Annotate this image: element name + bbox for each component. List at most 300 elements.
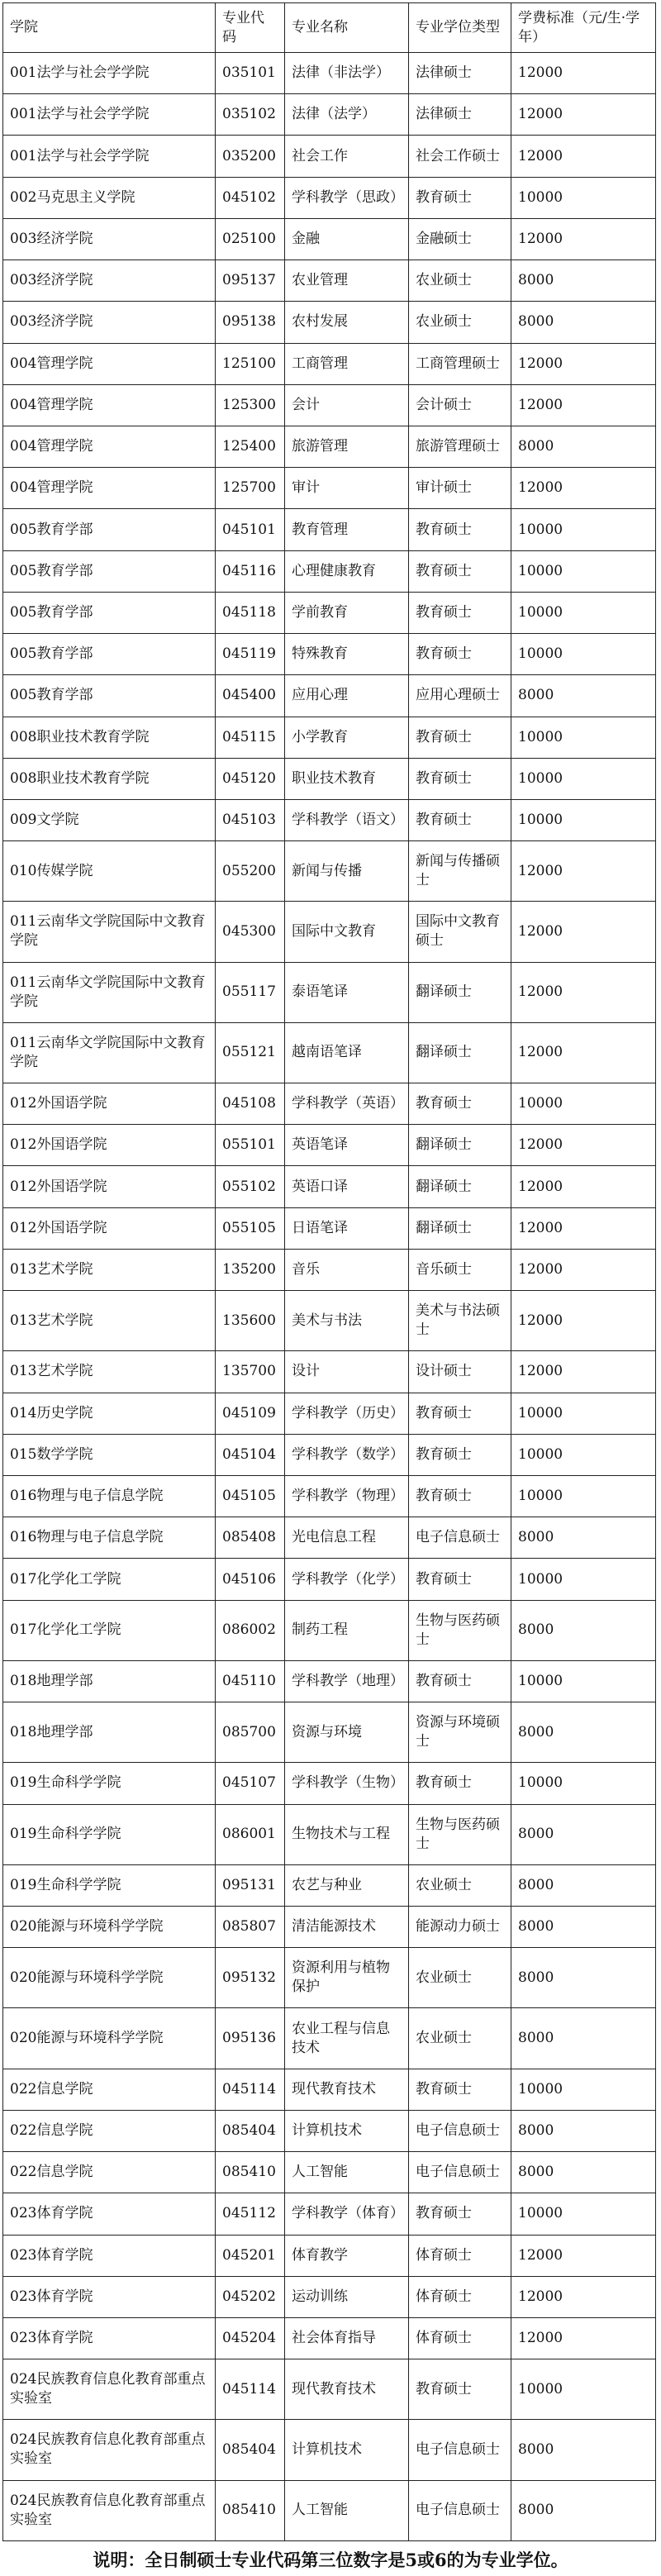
cell-college: 015数学学院 [3,1434,216,1475]
cell-college: 004管理学院 [3,426,216,467]
cell-major-code: 135700 [216,1351,285,1393]
cell-degree-type: 农业硕士 [409,1864,511,1906]
cell-major-name: 学科教学（体育） [285,2193,409,2235]
table-body [3,53,656,2541]
cell-college: 019生命科学学院 [3,1804,216,1864]
cell-tuition: 10000 [511,1660,656,1702]
cell-college: 022信息学院 [3,2069,216,2110]
table-row [3,1600,656,1660]
table-row [3,2193,656,2235]
cell-major-code: 086001 [216,1804,285,1864]
cell-college: 013艺术学院 [3,1249,216,1290]
table-row [3,1517,656,1559]
cell-degree-type: 教育硕士 [409,1083,511,1125]
table-row [3,758,656,799]
cell-college: 013艺术学院 [3,1291,216,1351]
cell-major-name: 学科教学（历史） [285,1393,409,1434]
cell-tuition: 8000 [511,1864,656,1906]
cell-tuition: 12000 [511,343,656,384]
cell-degree-type: 教育硕士 [409,2193,511,2235]
cell-degree-type: 农业硕士 [409,2008,511,2069]
cell-major-code: 055101 [216,1125,285,1166]
cell-tuition: 8000 [511,302,656,343]
cell-degree-type: 新闻与传播硕士 [409,841,511,902]
cell-major-name: 工商管理 [285,343,409,384]
header-degree-type: 专业学位类型 [409,3,511,53]
cell-major-name: 职业技术教育 [285,758,409,799]
table-row [3,1864,656,1906]
cell-tuition: 10000 [511,1559,656,1600]
cell-major-code: 095132 [216,1948,285,2008]
cell-college: 001法学与社会学学院 [3,53,216,94]
cell-college: 001法学与社会学学院 [3,94,216,136]
cell-degree-type: 教育硕士 [409,717,511,758]
cell-degree-type: 教育硕士 [409,509,511,550]
cell-major-name: 社会工作 [285,136,409,177]
cell-degree-type: 会计硕士 [409,384,511,426]
cell-degree-type: 法律硕士 [409,94,511,136]
cell-major-code: 045109 [216,1393,285,1434]
table-row [3,2069,656,2110]
table-row [3,717,656,758]
cell-major-name: 小学教育 [285,717,409,758]
cell-degree-type: 翻译硕士 [409,962,511,1022]
cell-college: 008职业技术教育学院 [3,758,216,799]
cell-tuition: 12000 [511,2276,656,2317]
cell-college: 017化学化工学院 [3,1600,216,1660]
cell-tuition: 12000 [511,468,656,509]
cell-tuition: 10000 [511,550,656,592]
cell-tuition: 8000 [511,1948,656,2008]
cell-tuition: 10000 [511,2193,656,2235]
cell-major-name: 英语口译 [285,1166,409,1207]
cell-degree-type: 资源与环境硕士 [409,1702,511,1763]
cell-major-code: 086002 [216,1600,285,1660]
cell-tuition: 8000 [511,1804,656,1864]
table-row [3,1022,656,1083]
cell-major-name: 农业管理 [285,260,409,302]
cell-major-name: 计算机技术 [285,2110,409,2151]
cell-major-code: 085408 [216,1517,285,1559]
cell-major-code: 045114 [216,2069,285,2110]
cell-major-code: 095138 [216,302,285,343]
table-row [3,1434,656,1475]
table-row [3,2317,656,2359]
cell-college: 023体育学院 [3,2235,216,2276]
cell-degree-type: 法律硕士 [409,53,511,94]
cell-major-code: 055102 [216,1166,285,1207]
table-row [3,1702,656,1763]
cell-major-name: 现代教育技术 [285,2359,409,2420]
cell-major-code: 045115 [216,717,285,758]
cell-college: 020能源与环境科学学院 [3,1906,216,1947]
cell-tuition: 10000 [511,1476,656,1517]
cell-college: 010传媒学院 [3,841,216,902]
table-row [3,384,656,426]
cell-college: 011云南华文学院国际中文教育学院 [3,1022,216,1083]
cell-major-code: 045116 [216,550,285,592]
cell-tuition: 12000 [511,1291,656,1351]
table-row [3,1804,656,1864]
cell-tuition: 12000 [511,218,656,260]
cell-degree-type: 工商管理硕士 [409,343,511,384]
cell-tuition: 10000 [511,634,656,675]
cell-tuition: 10000 [511,2069,656,2110]
cell-tuition: 8000 [511,1517,656,1559]
cell-major-name: 学科教学（数学） [285,1434,409,1475]
cell-major-name: 生物技术与工程 [285,1804,409,1864]
table-row [3,177,656,218]
cell-major-code: 135200 [216,1249,285,1290]
table-row [3,1906,656,1947]
cell-tuition: 8000 [511,2152,656,2193]
cell-major-name: 学科教学（生物） [285,1763,409,1804]
cell-major-name: 学科教学（语文） [285,799,409,840]
cell-college: 003经济学院 [3,302,216,343]
cell-college: 005教育学部 [3,509,216,550]
cell-tuition: 12000 [511,962,656,1022]
cell-tuition: 8000 [511,1702,656,1763]
cell-tuition: 12000 [511,1207,656,1249]
cell-major-code: 055105 [216,1207,285,1249]
cell-major-name: 资源与环境 [285,1702,409,1763]
cell-degree-type: 体育硕士 [409,2235,511,2276]
cell-tuition: 12000 [511,53,656,94]
cell-major-code: 025100 [216,218,285,260]
cell-degree-type: 教育硕士 [409,1393,511,1434]
cell-college: 023体育学院 [3,2317,216,2359]
cell-degree-type: 美术与书法硕士 [409,1291,511,1351]
table-row [3,1083,656,1125]
cell-major-name: 制药工程 [285,1600,409,1660]
cell-tuition: 8000 [511,260,656,302]
cell-tuition: 12000 [511,1125,656,1166]
table-row [3,799,656,840]
cell-college: 023体育学院 [3,2276,216,2317]
cell-major-code: 045114 [216,2359,285,2420]
cell-major-name: 音乐 [285,1249,409,1290]
cell-major-code: 055200 [216,841,285,902]
cell-major-name: 教育管理 [285,509,409,550]
cell-major-code: 045101 [216,509,285,550]
cell-college: 005教育学部 [3,675,216,717]
cell-college: 018地理学部 [3,1702,216,1763]
cell-major-name: 学科教学（地理） [285,1660,409,1702]
cell-major-name: 学科教学（物理） [285,1476,409,1517]
cell-major-code: 045201 [216,2235,285,2276]
table-row [3,634,656,675]
cell-college: 004管理学院 [3,468,216,509]
cell-college: 024民族教育信息化教育部重点实验室 [3,2359,216,2420]
table-row [3,675,656,717]
cell-tuition: 12000 [511,136,656,177]
cell-college: 005教育学部 [3,592,216,633]
cell-tuition: 10000 [511,1763,656,1804]
cell-tuition: 10000 [511,2359,656,2420]
cell-tuition: 8000 [511,675,656,717]
table-row [3,550,656,592]
cell-college: 012外国语学院 [3,1125,216,1166]
cell-college: 020能源与环境科学学院 [3,1948,216,2008]
cell-college: 011云南华文学院国际中文教育学院 [3,962,216,1022]
cell-degree-type: 电子信息硕士 [409,2480,511,2540]
cell-tuition: 10000 [511,509,656,550]
table-row [3,2235,656,2276]
cell-degree-type: 金融硕士 [409,218,511,260]
cell-degree-type: 社会工作硕士 [409,136,511,177]
cell-college: 020能源与环境科学学院 [3,2008,216,2069]
cell-degree-type: 教育硕士 [409,592,511,633]
table-row [3,1166,656,1207]
cell-major-code: 125400 [216,426,285,467]
cell-degree-type: 农业硕士 [409,302,511,343]
cell-major-code: 085404 [216,2420,285,2480]
cell-major-code: 035101 [216,53,285,94]
cell-tuition: 8000 [511,1906,656,1947]
cell-college: 022信息学院 [3,2152,216,2193]
table-row [3,94,656,136]
cell-college: 014历史学院 [3,1393,216,1434]
cell-major-name: 日语笔译 [285,1207,409,1249]
cell-major-name: 泰语笔译 [285,962,409,1022]
cell-major-name: 学科教学（英语） [285,1083,409,1125]
table-row [3,218,656,260]
header-tuition: 学费标准（元/生·学年） [511,3,656,53]
cell-college: 001法学与社会学学院 [3,136,216,177]
table-row [3,1393,656,1434]
table-row [3,1559,656,1600]
table-header-row [3,3,656,53]
footnote: 说明：全日制硕士专业代码第三位数字是5或6的为专业学位。 [93,2550,568,2570]
cell-degree-type: 翻译硕士 [409,1166,511,1207]
cell-major-name: 社会体育指导 [285,2317,409,2359]
table-row [3,1249,656,1290]
cell-tuition: 8000 [511,426,656,467]
header-major-code: 专业代码 [216,3,285,53]
cell-major-name: 审计 [285,468,409,509]
cell-degree-type: 教育硕士 [409,1763,511,1804]
cell-major-code: 045202 [216,2276,285,2317]
cell-major-code: 085410 [216,2152,285,2193]
cell-major-code: 085404 [216,2110,285,2151]
cell-major-code: 045119 [216,634,285,675]
cell-degree-type: 体育硕士 [409,2276,511,2317]
cell-degree-type: 音乐硕士 [409,1249,511,1290]
cell-major-name: 国际中文教育 [285,902,409,962]
cell-major-code: 055121 [216,1022,285,1083]
table-row [3,2110,656,2151]
cell-degree-type: 生物与医药硕士 [409,1600,511,1660]
cell-major-code: 045120 [216,758,285,799]
cell-major-code: 085410 [216,2480,285,2540]
cell-tuition: 10000 [511,1393,656,1434]
cell-college: 019生命科学学院 [3,1763,216,1804]
cell-major-name: 农村发展 [285,302,409,343]
cell-tuition: 12000 [511,384,656,426]
cell-degree-type: 审计硕士 [409,468,511,509]
cell-tuition: 10000 [511,1083,656,1125]
cell-major-code: 045112 [216,2193,285,2235]
cell-degree-type: 教育硕士 [409,1476,511,1517]
cell-college: 005教育学部 [3,634,216,675]
table-row [3,1291,656,1351]
table-row [3,2008,656,2069]
table-row [3,2480,656,2540]
table-row [3,343,656,384]
table-row [3,2152,656,2193]
cell-major-code: 135600 [216,1291,285,1351]
table-row [3,1207,656,1249]
cell-degree-type: 教育硕士 [409,550,511,592]
cell-tuition: 10000 [511,592,656,633]
cell-college: 024民族教育信息化教育部重点实验室 [3,2420,216,2480]
cell-major-name: 农艺与种业 [285,1864,409,1906]
cell-major-code: 045300 [216,902,285,962]
cell-tuition: 12000 [511,841,656,902]
cell-major-name: 资源利用与植物保护 [285,1948,409,2008]
table-row [3,1948,656,2008]
cell-college: 003经济学院 [3,218,216,260]
cell-major-name: 计算机技术 [285,2420,409,2480]
cell-degree-type: 电子信息硕士 [409,2152,511,2193]
table-row [3,841,656,902]
cell-degree-type: 教育硕士 [409,758,511,799]
cell-major-code: 085807 [216,1906,285,1947]
cell-major-code: 045110 [216,1660,285,1702]
table-row [3,1476,656,1517]
cell-tuition: 8000 [511,2420,656,2480]
cell-college: 005教育学部 [3,550,216,592]
cell-degree-type: 教育硕士 [409,177,511,218]
cell-major-name: 旅游管理 [285,426,409,467]
cell-major-name: 法律（法学） [285,94,409,136]
cell-degree-type: 教育硕士 [409,2069,511,2110]
cell-major-code: 055117 [216,962,285,1022]
cell-major-code: 045105 [216,1476,285,1517]
cell-major-name: 学前教育 [285,592,409,633]
cell-major-name: 法律（非法学） [285,53,409,94]
header-college: 学院 [3,3,216,53]
cell-college: 012外国语学院 [3,1207,216,1249]
cell-major-name: 新闻与传播 [285,841,409,902]
cell-tuition: 8000 [511,2110,656,2151]
header-major-name: 专业名称 [285,3,409,53]
cell-college: 008职业技术教育学院 [3,717,216,758]
cell-college: 004管理学院 [3,343,216,384]
cell-tuition: 8000 [511,2480,656,2540]
cell-degree-type: 电子信息硕士 [409,2110,511,2151]
cell-major-name: 农业工程与信息技术 [285,2008,409,2069]
cell-major-name: 学科教学（化学） [285,1559,409,1600]
cell-tuition: 12000 [511,2235,656,2276]
cell-major-code: 125300 [216,384,285,426]
cell-tuition: 10000 [511,799,656,840]
cell-college: 017化学化工学院 [3,1559,216,1600]
cell-college: 002马克思主义学院 [3,177,216,218]
cell-tuition: 12000 [511,2317,656,2359]
cell-degree-type: 农业硕士 [409,1948,511,2008]
cell-major-name: 心理健康教育 [285,550,409,592]
cell-major-name: 会计 [285,384,409,426]
cell-degree-type: 设计硕士 [409,1351,511,1393]
cell-major-code: 045400 [216,675,285,717]
cell-major-code: 085700 [216,1702,285,1763]
cell-degree-type: 教育硕士 [409,1660,511,1702]
cell-college: 004管理学院 [3,384,216,426]
cell-tuition: 8000 [511,2008,656,2069]
cell-major-name: 现代教育技术 [285,2069,409,2110]
cell-college: 012外国语学院 [3,1166,216,1207]
cell-tuition: 12000 [511,1351,656,1393]
cell-major-code: 045104 [216,1434,285,1475]
cell-major-name: 体育教学 [285,2235,409,2276]
table-row [3,426,656,467]
table-row [3,1125,656,1166]
cell-major-name: 人工智能 [285,2152,409,2193]
cell-major-code: 125100 [216,343,285,384]
cell-tuition: 10000 [511,1434,656,1475]
cell-degree-type: 教育硕士 [409,1434,511,1475]
table-row [3,902,656,962]
table-row [3,2420,656,2480]
cell-major-name: 人工智能 [285,2480,409,2540]
cell-major-name: 特殊教育 [285,634,409,675]
cell-degree-type: 体育硕士 [409,2317,511,2359]
cell-major-code: 045108 [216,1083,285,1125]
cell-major-code: 045106 [216,1559,285,1600]
cell-degree-type: 农业硕士 [409,260,511,302]
cell-major-name: 应用心理 [285,675,409,717]
cell-degree-type: 生物与医药硕士 [409,1804,511,1864]
table-row [3,136,656,177]
cell-degree-type: 教育硕士 [409,634,511,675]
cell-major-code: 095137 [216,260,285,302]
cell-college: 003经济学院 [3,260,216,302]
cell-college: 016物理与电子信息学院 [3,1476,216,1517]
cell-major-code: 045103 [216,799,285,840]
cell-major-code: 045107 [216,1763,285,1804]
cell-tuition: 12000 [511,1249,656,1290]
cell-college: 012外国语学院 [3,1083,216,1125]
cell-major-name: 学科教学（思政） [285,177,409,218]
fee-table-container [2,2,655,2541]
table-row [3,260,656,302]
cell-degree-type: 翻译硕士 [409,1207,511,1249]
table-row [3,592,656,633]
table-row [3,2276,656,2317]
cell-college: 023体育学院 [3,2193,216,2235]
cell-college: 009文学院 [3,799,216,840]
table-row [3,53,656,94]
table-row [3,2359,656,2420]
cell-tuition: 12000 [511,1022,656,1083]
cell-college: 018地理学部 [3,1660,216,1702]
cell-tuition: 12000 [511,902,656,962]
table-row [3,1763,656,1804]
cell-tuition: 10000 [511,758,656,799]
cell-major-code: 035102 [216,94,285,136]
cell-college: 024民族教育信息化教育部重点实验室 [3,2480,216,2540]
cell-degree-type: 教育硕士 [409,799,511,840]
cell-major-name: 设计 [285,1351,409,1393]
fee-table [2,2,656,2541]
cell-major-code: 045102 [216,177,285,218]
cell-tuition: 12000 [511,1166,656,1207]
table-row [3,468,656,509]
cell-major-code: 045204 [216,2317,285,2359]
cell-tuition: 12000 [511,94,656,136]
cell-degree-type: 国际中文教育硕士 [409,902,511,962]
